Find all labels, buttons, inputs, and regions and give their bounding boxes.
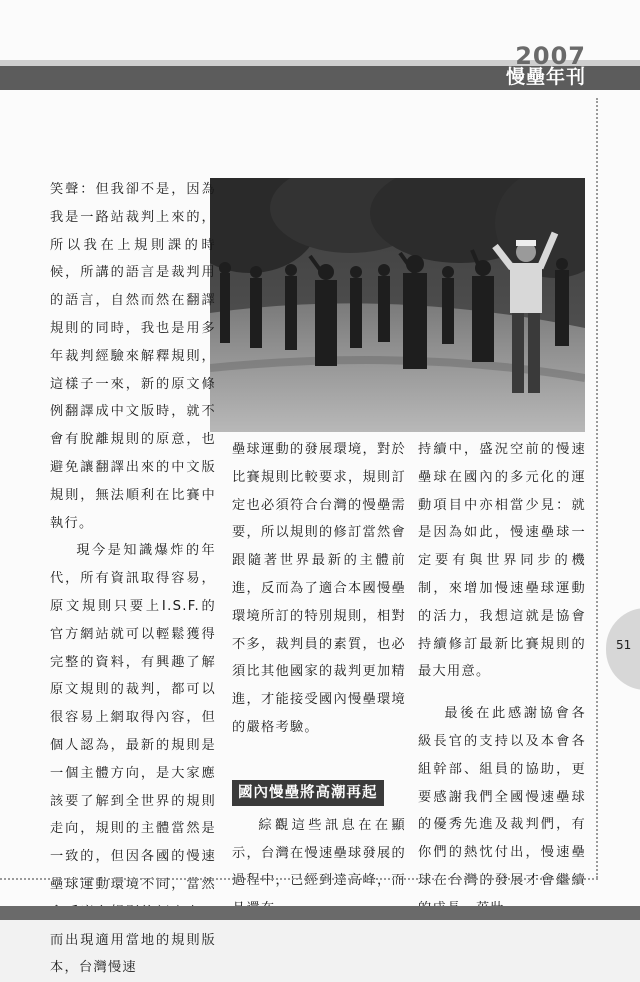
text-column-3 [418, 436, 586, 923]
photo-group-exercise [210, 178, 585, 432]
dotted-border-bottom [0, 878, 598, 880]
dotted-border-right [596, 98, 598, 878]
header-book-title: 慢壘年刊 [505, 66, 586, 88]
photo-illustration [210, 178, 585, 432]
paragraph: 最後在此感謝協會各級長官的支持以及本會各組幹部、組員的協助，更要感謝我們全國慢速壘球的優秀先進及裁判們，有你們的熱忱付出，慢速壘球在台灣的發展才會繼續 [418, 706, 586, 888]
text-column-2 [232, 436, 406, 923]
section-heading: 國內慢壘將高潮再起 [232, 780, 384, 806]
paragraph: 綜觀這些訊息在在顯示，台灣在慢速壘球發展的過程中，已經到達高峰，而 [232, 817, 406, 889]
header-year: 2007 [515, 42, 586, 70]
page-number: 51 [616, 638, 632, 652]
paragraph: 壘球運動的發展環境，對於比賽規則比較要求，規則訂定也必須符合台灣的慢壘需要，所以規則的修訂當然會跟隨著世界最新的主體前進，反而為了適合本國慢壘環境所訂的特別規則，相對不多，裁判員的素質，也必須比其他國家的裁判更加精進，才能接受國內慢壘環境的嚴格考驗。 [232, 442, 406, 735]
text-column-1 [50, 176, 216, 982]
spacer [232, 742, 406, 768]
paragraph: 持續中，盛況空前的慢速壘球在國內的多元化的運動項目中亦相當少見：就是因為如此，慢速壘球一定要有與世界同步的機制，來增加慢速壘球運動的活力，我想這就是協會持續修訂最新比賽規則的最大用意。 [418, 442, 586, 680]
paragraph: 現今是知識爆炸的年代，所有資訊取得容易，原文規則只要上I.S.F.的官方網站就可以輕鬆獲得完整的資料，有興趣了解原文規則的裁判，都可以很容易上網取得內容，但個人認為，最新的規則是一個主體方向，是大家應該要了解到全世界的規則走向，規則的主體當然是一致的，但因各國的慢速壘球運動環境不同，當然 而出現適用當地的規則版本，台灣慢速 [50, 543, 216, 976]
footer-bar [0, 906, 640, 920]
paragraph: 笑聲：但我卻不是，因為我是一路站裁判上來的，所以我在上規則課的時候，所講的語言是裁判用的語言，自然而然在翻譯規則的同時，我也是用多年裁判經驗來解釋規則，這樣子一來，新的原文條例翻譯成中文版時，就不會有脫離規則的原意，也避免讓翻譯出來的中文版規則，無法順利在比賽中執行。 [50, 182, 216, 531]
